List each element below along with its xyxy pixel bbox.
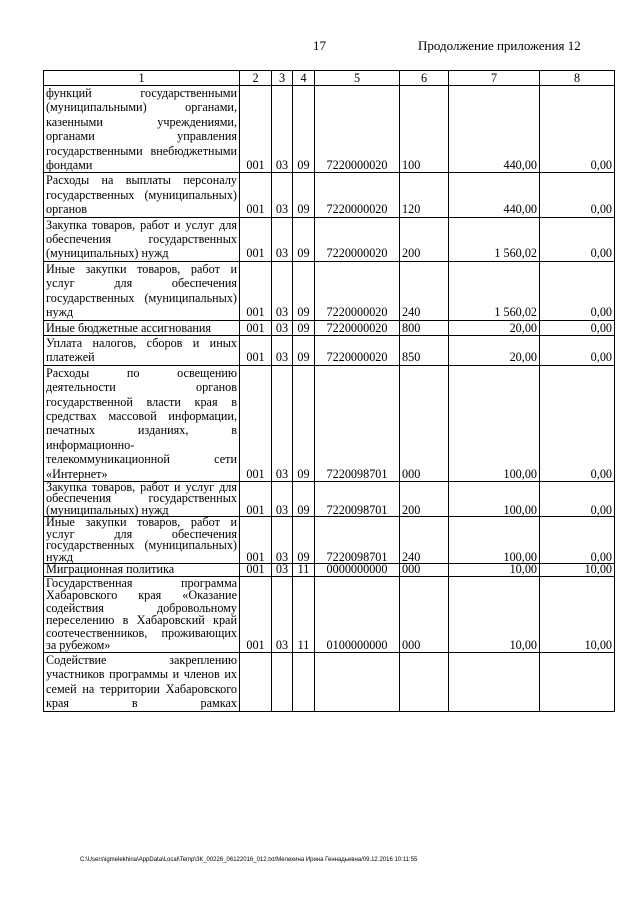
cell-amount: 20,00 bbox=[449, 335, 540, 365]
cell-subsection: 09 bbox=[293, 365, 315, 481]
cell-amount-2: 10,00 bbox=[540, 564, 615, 577]
cell-section: 03 bbox=[272, 173, 293, 217]
cell-amount-2: 0,00 bbox=[540, 320, 615, 335]
cell-section: 03 bbox=[272, 517, 293, 564]
table-row bbox=[44, 320, 615, 335]
cell-admin-code: 001 bbox=[240, 564, 272, 577]
table-header-row bbox=[44, 71, 615, 86]
cell-amount: 1 560,02 bbox=[449, 217, 540, 261]
column-header: 1 bbox=[44, 71, 240, 86]
cell-target-article: 7220000020 bbox=[315, 320, 400, 335]
cell-target-article: 7220000020 bbox=[315, 86, 400, 173]
cell-admin-code bbox=[240, 652, 272, 711]
cell-expense-type: 120 bbox=[400, 173, 449, 217]
cell-amount: 100,00 bbox=[449, 517, 540, 564]
cell-admin-code: 001 bbox=[240, 86, 272, 173]
cell-amount: 10,00 bbox=[449, 564, 540, 577]
cell-subsection: 09 bbox=[293, 173, 315, 217]
column-header: 7 bbox=[449, 71, 540, 86]
row-name: Миграционная политика bbox=[44, 564, 240, 577]
cell-amount-2: 0,00 bbox=[540, 481, 615, 517]
cell-target-article: 7220098701 bbox=[315, 517, 400, 564]
cell-section: 03 bbox=[272, 564, 293, 577]
row-name: Иные бюджетные ассигнования bbox=[44, 320, 240, 335]
cell-section: 03 bbox=[272, 320, 293, 335]
row-name: Закупка товаров, работ и услуг для обеспечения государственных (муниципальных) нужд bbox=[44, 217, 240, 261]
cell-admin-code: 001 bbox=[240, 320, 272, 335]
cell-amount-2 bbox=[540, 652, 615, 711]
file-path-footer: C:\Users\igmelekhina\AppData\Local\Temp\ЗК_00226_06122016_012.txt/Мелехина Ирина Геннадьевна/09.12.2016 10:11:55 bbox=[80, 857, 418, 863]
cell-admin-code: 001 bbox=[240, 517, 272, 564]
column-header: 3 bbox=[272, 71, 293, 86]
cell-subsection bbox=[293, 652, 315, 711]
row-name: Содействие закреплению участников программы и членов их семей на территории Хабаровского края в рамках bbox=[44, 652, 240, 711]
cell-admin-code: 001 bbox=[240, 576, 272, 652]
table-row bbox=[44, 261, 615, 320]
cell-admin-code: 001 bbox=[240, 335, 272, 365]
page-number: 17 bbox=[313, 38, 326, 53]
table-row bbox=[44, 217, 615, 261]
cell-subsection: 09 bbox=[293, 261, 315, 320]
column-header: 5 bbox=[315, 71, 400, 86]
cell-expense-type: 800 bbox=[400, 320, 449, 335]
cell-amount: 1 560,02 bbox=[449, 261, 540, 320]
cell-target-article: 7220098701 bbox=[315, 481, 400, 517]
cell-amount: 100,00 bbox=[449, 481, 540, 517]
row-name: Расходы на выплаты персоналу государственных (муниципальных) органов bbox=[44, 173, 240, 217]
cell-amount: 100,00 bbox=[449, 365, 540, 481]
cell-target-article: 7220000020 bbox=[315, 173, 400, 217]
cell-admin-code: 001 bbox=[240, 261, 272, 320]
table-row bbox=[44, 481, 615, 517]
cell-section bbox=[272, 652, 293, 711]
cell-amount: 440,00 bbox=[449, 173, 540, 217]
row-name: Иные закупки товаров, работ и услуг для обеспечения государственных (муниципальных) нужд bbox=[44, 261, 240, 320]
cell-target-article: 7220000020 bbox=[315, 335, 400, 365]
cell-amount: 20,00 bbox=[449, 320, 540, 335]
table-row bbox=[44, 173, 615, 217]
cell-amount-2: 10,00 bbox=[540, 576, 615, 652]
table-row bbox=[44, 652, 615, 711]
budget-table bbox=[43, 70, 615, 712]
cell-section: 03 bbox=[272, 481, 293, 517]
cell-expense-type: 850 bbox=[400, 335, 449, 365]
cell-target-article: 0100000000 bbox=[315, 576, 400, 652]
cell-amount: 10,00 bbox=[449, 576, 540, 652]
cell-amount: 440,00 bbox=[449, 86, 540, 173]
cell-admin-code: 001 bbox=[240, 481, 272, 517]
row-name: Иные закупки товаров, работ и услуг для обеспечения государственных (муниципальных) нужд bbox=[44, 517, 240, 564]
table-row bbox=[44, 576, 615, 652]
cell-admin-code: 001 bbox=[240, 217, 272, 261]
cell-target-article: 7220000020 bbox=[315, 261, 400, 320]
cell-section: 03 bbox=[272, 335, 293, 365]
cell-section: 03 bbox=[272, 217, 293, 261]
table-row bbox=[44, 86, 615, 173]
cell-expense-type: 240 bbox=[400, 261, 449, 320]
cell-admin-code: 001 bbox=[240, 173, 272, 217]
column-header: 8 bbox=[540, 71, 615, 86]
table-row bbox=[44, 517, 615, 564]
cell-amount-2: 0,00 bbox=[540, 261, 615, 320]
cell-amount bbox=[449, 652, 540, 711]
cell-subsection: 09 bbox=[293, 481, 315, 517]
cell-admin-code: 001 bbox=[240, 365, 272, 481]
cell-expense-type: 240 bbox=[400, 517, 449, 564]
cell-expense-type bbox=[400, 652, 449, 711]
table-row bbox=[44, 335, 615, 365]
cell-target-article bbox=[315, 652, 400, 711]
cell-amount-2: 0,00 bbox=[540, 217, 615, 261]
cell-section: 03 bbox=[272, 365, 293, 481]
cell-subsection: 09 bbox=[293, 86, 315, 173]
row-name: функций государственными (муниципальными) органами, казенными учреждениями, органами управления государственными внебюджетными фондами bbox=[44, 86, 240, 173]
cell-target-article: 0000000000 bbox=[315, 564, 400, 577]
row-name: Закупка товаров, работ и услуг для обеспечения государственных (муниципальных) нужд bbox=[44, 481, 240, 517]
cell-expense-type: 200 bbox=[400, 481, 449, 517]
column-header: 2 bbox=[240, 71, 272, 86]
cell-subsection: 09 bbox=[293, 335, 315, 365]
column-header: 6 bbox=[400, 71, 449, 86]
cell-subsection: 11 bbox=[293, 576, 315, 652]
cell-amount-2: 0,00 bbox=[540, 335, 615, 365]
cell-section: 03 bbox=[272, 576, 293, 652]
cell-expense-type: 000 bbox=[400, 365, 449, 481]
cell-target-article: 7220000020 bbox=[315, 217, 400, 261]
column-header: 4 bbox=[293, 71, 315, 86]
cell-amount-2: 0,00 bbox=[540, 86, 615, 173]
cell-subsection: 09 bbox=[293, 320, 315, 335]
page-caption: Продолжение приложения 12 bbox=[418, 38, 581, 53]
cell-section: 03 bbox=[272, 86, 293, 173]
cell-expense-type: 000 bbox=[400, 564, 449, 577]
cell-amount-2: 0,00 bbox=[540, 517, 615, 564]
cell-amount-2: 0,00 bbox=[540, 173, 615, 217]
cell-target-article: 7220098701 bbox=[315, 365, 400, 481]
cell-expense-type: 100 bbox=[400, 86, 449, 173]
row-name: Государственная программа Хабаровского края «Оказание содействия добровольному переселению в Хабаровский край соотечественников, проживающих за рубежом» bbox=[44, 576, 240, 652]
table-row bbox=[44, 564, 615, 577]
cell-subsection: 09 bbox=[293, 517, 315, 564]
cell-subsection: 09 bbox=[293, 217, 315, 261]
cell-section: 03 bbox=[272, 261, 293, 320]
row-name: Расходы по освещению деятельности органов государственной власти края в средствах массовой информации, печатных изданиях, в информационно-телекоммуникационной сети «Интернет» bbox=[44, 365, 240, 481]
cell-expense-type: 200 bbox=[400, 217, 449, 261]
cell-expense-type: 000 bbox=[400, 576, 449, 652]
row-name: Уплата налогов, сборов и иных платежей bbox=[44, 335, 240, 365]
cell-subsection: 11 bbox=[293, 564, 315, 577]
cell-amount-2: 0,00 bbox=[540, 365, 615, 481]
table-row bbox=[44, 365, 615, 481]
